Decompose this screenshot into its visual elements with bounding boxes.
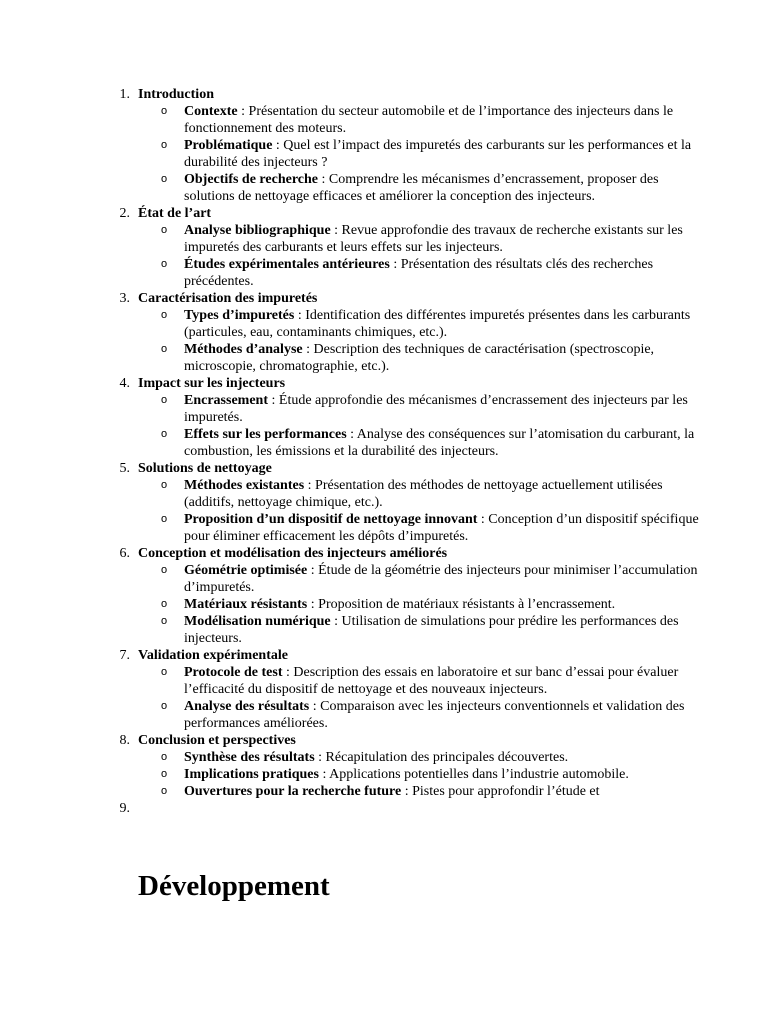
bullet-item	[138, 511, 700, 545]
bullet-description: : Quel est l’impact des impuretés des carburants sur les performances et la durabilité des injecteurs ?	[184, 138, 692, 170]
bullet-description: : Description des techniques de caractérisation (spectroscopie, microscopie, chromatographie, etc.).	[184, 342, 655, 374]
section-heading: Développement	[138, 870, 330, 902]
bullet-term: Analyse bibliographique	[184, 223, 331, 238]
section-title: Impact sur les injecteurs	[138, 376, 286, 391]
section-title: Validation expérimentale	[138, 648, 288, 663]
bullet-term: Synthèse des résultats	[184, 750, 315, 765]
bullet-marker-icon: o	[161, 394, 168, 406]
bullet-description: : Présentation des méthodes de nettoyage actuellement utilisées (additifs, nettoyage chimique, etc.).	[184, 478, 663, 510]
bullet-term: Implications pratiques	[184, 767, 319, 782]
bullet-marker-icon: o	[161, 513, 168, 525]
bullet-description: : Comparaison avec les injecteurs conventionnels et validation des performances améliorées.	[184, 699, 685, 731]
bullet-description: : Analyse des conséquences sur l’atomisation du carburant, la combustion, les émissions et la durabilité des injecteurs.	[184, 427, 695, 459]
bullet-term: Méthodes d’analyse	[184, 342, 303, 357]
bullet-term: Proposition d’un dispositif de nettoyage innovant	[184, 512, 478, 527]
bullet-marker-icon: o	[161, 564, 168, 576]
bullet-marker-icon: o	[161, 768, 168, 780]
bullet-term: Analyse des résultats	[184, 699, 310, 714]
bullet-description: : Présentation du secteur automobile et de l’importance des injecteurs dans le fonctionnement des moteurs.	[184, 104, 674, 136]
bullet-term: Effets sur les performances	[184, 427, 347, 442]
bullet-term: Études expérimentales antérieures	[184, 257, 390, 272]
section-number: 6.	[119, 546, 130, 561]
bullet-term: Modélisation numérique	[184, 614, 331, 629]
section-title: Solutions de nettoyage	[138, 461, 272, 476]
bullet-item	[138, 341, 700, 375]
bullet-item	[138, 664, 700, 698]
bullet-description: : Applications potentielles dans l’industrie automobile.	[318, 767, 629, 782]
bullet-description: : Récapitulation des principales découvertes.	[314, 750, 569, 765]
bullet-marker-icon: o	[161, 105, 168, 117]
section-title: Conception et modélisation des injecteurs améliorés	[138, 546, 448, 561]
section-number: 8.	[119, 733, 130, 748]
bullet-item	[138, 766, 700, 783]
section-number: 5.	[119, 461, 130, 476]
bullet-description: : Comprendre les mécanismes d’encrassement, proposer des solutions de nettoyage efficaces et améliorer la conception des injecteurs.	[184, 172, 659, 204]
section-number: 1.	[119, 87, 130, 102]
bullet-marker-icon: o	[161, 666, 168, 678]
bullet-list	[138, 307, 700, 375]
bullet-marker-icon: o	[161, 751, 168, 763]
bullet-term: Géométrie optimisée	[184, 563, 308, 578]
bullet-item	[138, 256, 700, 290]
outline-section	[110, 545, 700, 647]
section-title: Introduction	[138, 87, 214, 102]
bullet-term: Protocole de test	[184, 665, 283, 680]
outline-section	[110, 732, 700, 800]
bullet-list	[138, 477, 700, 545]
bullet-description: : Proposition de matériaux résistants à l’encrassement.	[307, 597, 616, 612]
bullet-marker-icon: o	[161, 343, 168, 355]
bullet-term: Problématique	[184, 138, 273, 153]
bullet-list	[138, 749, 700, 800]
bullet-description: : Identification des différentes impuretés présentes dans les carburants (particules, eau, contaminants chimiques, etc.).	[184, 308, 691, 340]
bullet-item	[138, 171, 700, 205]
bullet-marker-icon: o	[161, 785, 168, 797]
bullet-list	[138, 392, 700, 460]
bullet-marker-icon: o	[161, 224, 168, 236]
section-number: 2.	[119, 206, 130, 221]
outline-section	[110, 205, 700, 290]
outline-section	[110, 800, 700, 817]
bullet-item	[138, 477, 700, 511]
bullet-description: : Présentation des résultats clés des recherches précédentes.	[184, 257, 654, 289]
bullet-item	[138, 596, 700, 613]
bullet-description: : Utilisation de simulations pour prédire les performances des injecteurs.	[184, 614, 679, 646]
section-number: 7.	[119, 648, 130, 663]
bullet-term: Matériaux résistants	[184, 597, 308, 612]
outline-section	[110, 647, 700, 732]
section-title: Caractérisation des impuretés	[138, 291, 318, 306]
bullet-term: Ouvertures pour la recherche future	[184, 784, 402, 799]
bullet-description: : Revue approfondie des travaux de recherche existants sur les impuretés des carburants et leurs effets sur les injecteurs.	[184, 223, 683, 255]
bullet-item	[138, 307, 700, 341]
bullet-item	[138, 613, 700, 647]
bullet-term: Contexte	[184, 104, 238, 119]
section-number: 9.	[119, 801, 130, 816]
bullet-marker-icon: o	[161, 173, 168, 185]
bullet-description: : Description des essais en laboratoire et sur banc d’essai pour évaluer l’efficacité du dispositif de nettoyage et des nouveaux injecteurs.	[184, 665, 679, 697]
bullet-item	[138, 783, 700, 800]
bullet-term: Types d’impuretés	[184, 308, 295, 323]
bullet-item	[138, 749, 700, 766]
section-title	[138, 800, 700, 817]
bullet-item	[138, 562, 700, 596]
bullet-description: : Étude de la géométrie des injecteurs pour minimiser l’accumulation d’impuretés.	[184, 563, 698, 595]
outline-section	[110, 460, 700, 545]
bullet-list	[138, 664, 700, 732]
bullet-item	[138, 222, 700, 256]
bullet-description: : Pistes pour approfondir l’étude et	[401, 784, 600, 799]
bullet-term: Objectifs de recherche	[184, 172, 318, 187]
bullet-marker-icon: o	[161, 309, 168, 321]
bullet-list	[138, 103, 700, 205]
section-number: 3.	[119, 291, 130, 306]
section-title: Conclusion et perspectives	[138, 733, 296, 748]
bullet-description: : Étude approfondie des mécanismes d’encrassement des injecteurs par les impuretés.	[184, 393, 688, 425]
bullet-item	[138, 103, 700, 137]
section-number: 4.	[119, 376, 130, 391]
bullet-item	[138, 698, 700, 732]
numbered-outline	[110, 86, 700, 817]
bullet-marker-icon: o	[161, 258, 168, 270]
bullet-marker-icon: o	[161, 598, 168, 610]
outline-section	[110, 86, 700, 205]
bullet-list	[138, 562, 700, 647]
bullet-marker-icon: o	[161, 139, 168, 151]
bullet-item	[138, 137, 700, 171]
bullet-marker-icon: o	[161, 479, 168, 491]
section-title: État de l’art	[138, 206, 212, 221]
bullet-term: Méthodes existantes	[184, 478, 305, 493]
bullet-marker-icon: o	[161, 700, 168, 712]
outline-section	[110, 290, 700, 375]
bullet-item	[138, 426, 700, 460]
outline-section	[110, 375, 700, 460]
bullet-description: : Conception d’un dispositif spécifique pour éliminer efficacement les dépôts d’impuretés.	[184, 512, 699, 544]
bullet-item	[138, 392, 700, 426]
bullet-list	[138, 222, 700, 290]
bullet-marker-icon: o	[161, 428, 168, 440]
bullet-marker-icon: o	[161, 615, 168, 627]
bullet-term: Encrassement	[184, 393, 268, 408]
